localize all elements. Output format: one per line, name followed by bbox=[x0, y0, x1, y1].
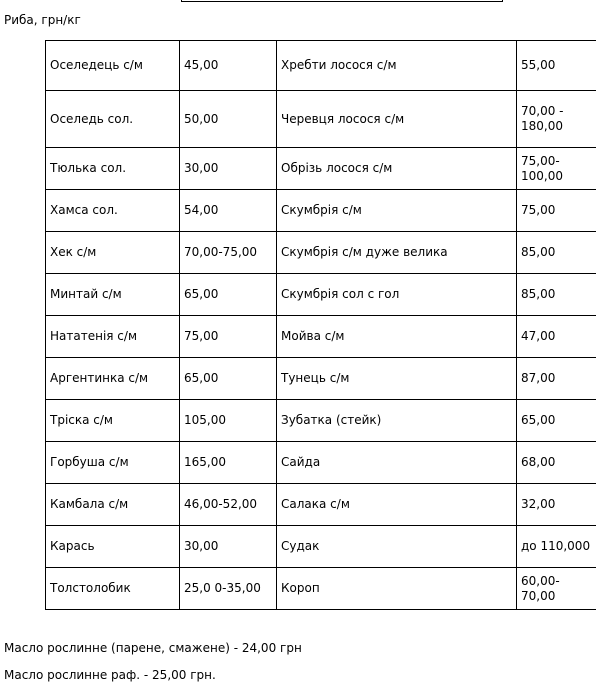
fish-price-cell: 70,00 - 180,00 bbox=[517, 91, 596, 148]
fish-price-cell: 47,00 bbox=[517, 316, 596, 358]
table-row bbox=[46, 568, 596, 610]
fish-name-cell: Зубатка (стейк) bbox=[277, 400, 517, 442]
table-row bbox=[46, 274, 596, 316]
fish-name-cell: Минтай с/м bbox=[46, 274, 180, 316]
refined-oil-price-note: Масло рослинне раф. - 25,00 грн. bbox=[4, 668, 216, 682]
oil-price-note: Масло рослинне (парене, смажене) - 24,00 грн bbox=[4, 641, 302, 655]
fish-name-cell: Толстолобик bbox=[46, 568, 180, 610]
fish-name-cell: Салака с/м bbox=[277, 484, 517, 526]
table-row bbox=[46, 526, 596, 568]
fish-price-cell: 50,00 bbox=[180, 91, 277, 148]
table-row bbox=[46, 484, 596, 526]
fish-name-cell: Оселедець с/м bbox=[46, 41, 180, 91]
fish-name-cell: Аргентинка с/м bbox=[46, 358, 180, 400]
fish-price-cell: 65,00 bbox=[517, 400, 596, 442]
fish-price-cell: 85,00 bbox=[517, 274, 596, 316]
fish-price-cell: 60,00-70,00 bbox=[517, 568, 596, 610]
fish-name-cell: Тюлька сол. bbox=[46, 148, 180, 190]
fish-price-cell: 105,00 bbox=[180, 400, 277, 442]
fish-price-table bbox=[45, 40, 596, 610]
fish-name-cell: Скумбрія с/м дуже велика bbox=[277, 232, 517, 274]
fish-name-cell: Нататенія с/м bbox=[46, 316, 180, 358]
fish-price-cell: 75,00 bbox=[517, 190, 596, 232]
fish-price-cell: 45,00 bbox=[180, 41, 277, 91]
fish-price-cell: 75,00-100,00 bbox=[517, 148, 596, 190]
section-heading: Риба, грн/кг bbox=[4, 13, 81, 27]
fish-price-cell: 55,00 bbox=[517, 41, 596, 91]
fish-name-cell: Хек с/м bbox=[46, 232, 180, 274]
fish-name-cell: Черевця лосося с/м bbox=[277, 91, 517, 148]
fish-name-cell: Скумбрія с/м bbox=[277, 190, 517, 232]
fish-name-cell: Мойва с/м bbox=[277, 316, 517, 358]
fish-price-cell: 75,00 bbox=[180, 316, 277, 358]
fish-name-cell: Хамса сол. bbox=[46, 190, 180, 232]
fish-price-cell: до 110,000 bbox=[517, 526, 596, 568]
fish-name-cell: Карась bbox=[46, 526, 180, 568]
fish-name-cell: Камбала с/м bbox=[46, 484, 180, 526]
fish-price-cell: 87,00 bbox=[517, 358, 596, 400]
fish-price-cell: 46,00-52,00 bbox=[180, 484, 277, 526]
table-row bbox=[46, 190, 596, 232]
table-row bbox=[46, 148, 596, 190]
fish-name-cell: Тунець с/м bbox=[277, 358, 517, 400]
table-row bbox=[46, 232, 596, 274]
fish-name-cell: Оселедь сол. bbox=[46, 91, 180, 148]
previous-table-edge bbox=[181, 0, 503, 2]
fish-price-cell: 32,00 bbox=[517, 484, 596, 526]
fish-price-cell: 85,00 bbox=[517, 232, 596, 274]
fish-price-cell: 25,0 0-35,00 bbox=[180, 568, 277, 610]
fish-name-cell: Скумбрія сол с гол bbox=[277, 274, 517, 316]
price-table-body bbox=[46, 41, 596, 610]
fish-name-cell: Сайда bbox=[277, 442, 517, 484]
table-row bbox=[46, 400, 596, 442]
fish-name-cell: Горбуша с/м bbox=[46, 442, 180, 484]
fish-name-cell: Хребти лосося с/м bbox=[277, 41, 517, 91]
fish-price-cell: 30,00 bbox=[180, 148, 277, 190]
fish-price-cell: 68,00 bbox=[517, 442, 596, 484]
table-row bbox=[46, 91, 596, 148]
table-row bbox=[46, 316, 596, 358]
fish-price-cell: 65,00 bbox=[180, 358, 277, 400]
fish-price-cell: 165,00 bbox=[180, 442, 277, 484]
fish-name-cell: Короп bbox=[277, 568, 517, 610]
table-row bbox=[46, 442, 596, 484]
fish-price-cell: 54,00 bbox=[180, 190, 277, 232]
fish-name-cell: Тріска с/м bbox=[46, 400, 180, 442]
table-row bbox=[46, 41, 596, 91]
fish-name-cell: Обрізь лосося с/м bbox=[277, 148, 517, 190]
table-row bbox=[46, 358, 596, 400]
fish-price-cell: 65,00 bbox=[180, 274, 277, 316]
fish-price-cell: 30,00 bbox=[180, 526, 277, 568]
fish-price-cell: 70,00-75,00 bbox=[180, 232, 277, 274]
fish-name-cell: Судак bbox=[277, 526, 517, 568]
